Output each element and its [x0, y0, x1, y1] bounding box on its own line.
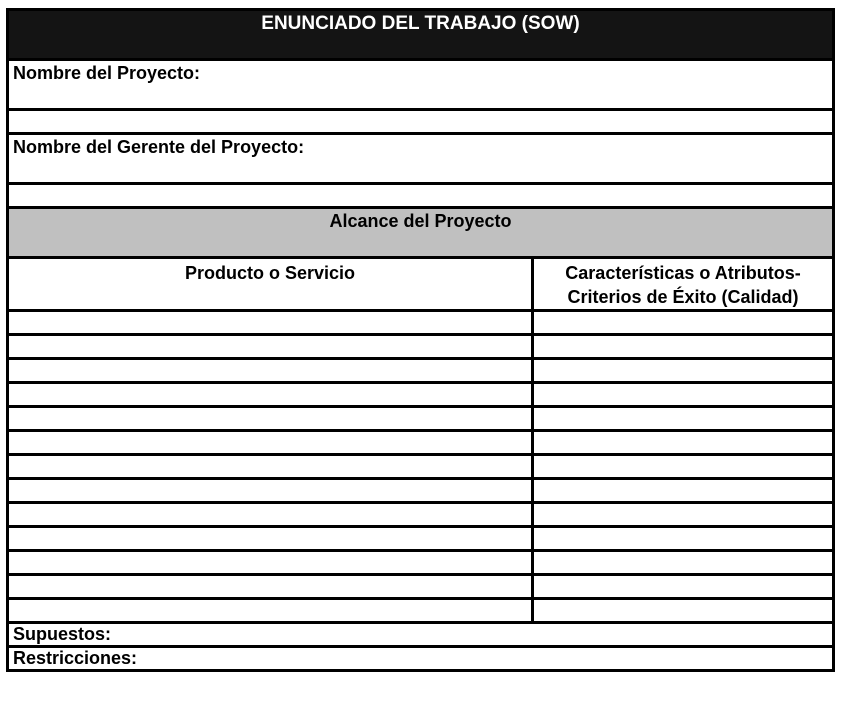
assumptions-label: Supuestos:: [8, 623, 834, 647]
table-row: [8, 383, 834, 407]
criteria-cell[interactable]: [533, 599, 834, 623]
criteria-cell[interactable]: [533, 383, 834, 407]
table-row: [8, 335, 834, 359]
manager-name-label: Nombre del Gerente del Proyecto:: [8, 134, 834, 184]
restrictions-label: Restricciones:: [8, 647, 834, 671]
criteria-cell[interactable]: [533, 479, 834, 503]
product-cell[interactable]: [8, 503, 533, 527]
product-cell[interactable]: [8, 575, 533, 599]
table-row: [8, 479, 834, 503]
criteria-cell[interactable]: [533, 527, 834, 551]
product-cell[interactable]: [8, 311, 533, 335]
table-row: [8, 359, 834, 383]
column-header-criteria: [533, 258, 834, 311]
column-header-criteria-line1: Características o Atributos-: [565, 263, 801, 283]
product-cell[interactable]: [8, 431, 533, 455]
product-cell[interactable]: [8, 527, 533, 551]
product-cell[interactable]: [8, 455, 533, 479]
project-name-label: Nombre del Proyecto:: [8, 60, 834, 110]
criteria-cell[interactable]: [533, 431, 834, 455]
table-row: [8, 527, 834, 551]
product-cell[interactable]: [8, 479, 533, 503]
sow-form: [6, 8, 835, 672]
criteria-cell[interactable]: [533, 551, 834, 575]
criteria-cell[interactable]: [533, 455, 834, 479]
criteria-cell[interactable]: [533, 359, 834, 383]
table-row: [8, 311, 834, 335]
criteria-cell[interactable]: [533, 503, 834, 527]
criteria-cell[interactable]: [533, 311, 834, 335]
product-cell[interactable]: [8, 551, 533, 575]
product-cell[interactable]: [8, 407, 533, 431]
project-name-field[interactable]: [8, 110, 834, 134]
criteria-cell[interactable]: [533, 407, 834, 431]
column-header-product: Producto o Servicio: [8, 258, 533, 311]
table-row: [8, 455, 834, 479]
product-cell[interactable]: [8, 359, 533, 383]
table-row: [8, 575, 834, 599]
product-cell[interactable]: [8, 383, 533, 407]
scope-heading: Alcance del Proyecto: [8, 208, 834, 258]
manager-name-field[interactable]: [8, 184, 834, 208]
table-row: [8, 503, 834, 527]
criteria-cell[interactable]: [533, 335, 834, 359]
product-cell[interactable]: [8, 599, 533, 623]
product-cell[interactable]: [8, 335, 533, 359]
criteria-cell[interactable]: [533, 575, 834, 599]
column-header-criteria-line2: Criterios de Éxito (Calidad): [567, 287, 799, 307]
table-row: [8, 551, 834, 575]
table-row: [8, 431, 834, 455]
document-title: ENUNCIADO DEL TRABAJO (SOW): [8, 10, 834, 60]
table-row: [8, 407, 834, 431]
table-row: [8, 599, 834, 623]
